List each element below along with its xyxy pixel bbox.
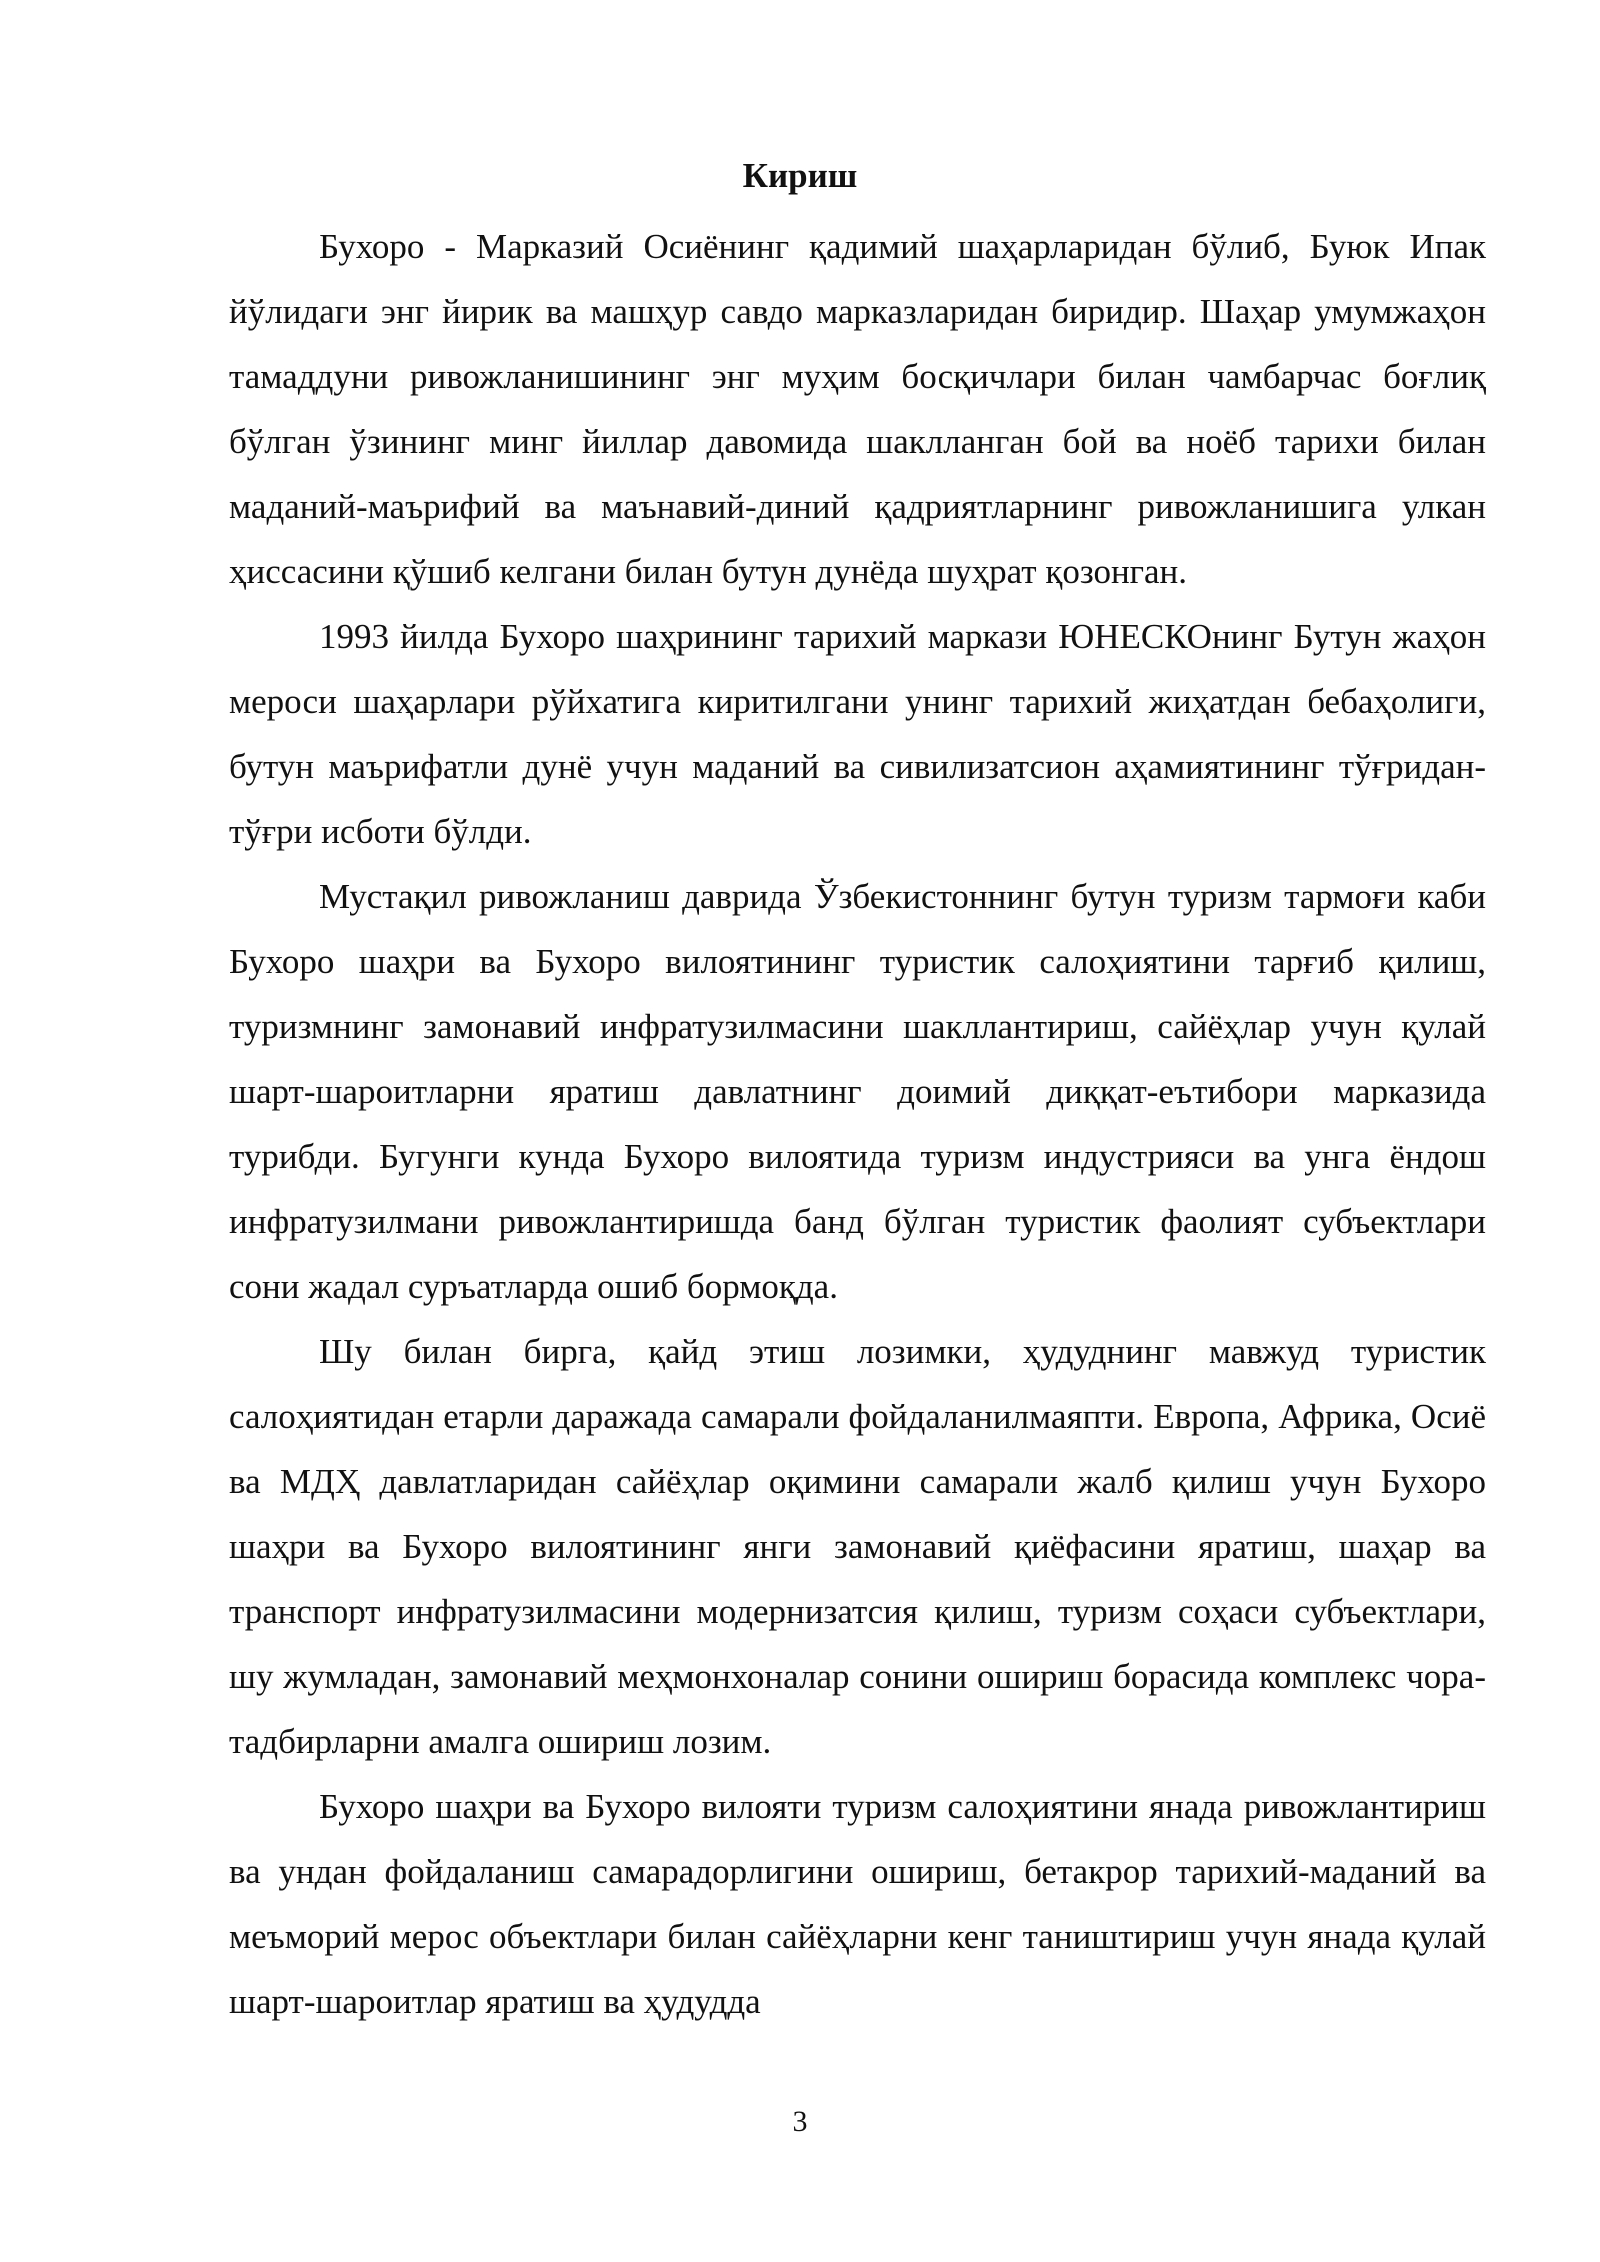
page-title: Кириш	[742, 156, 858, 195]
body-text	[229, 214, 1486, 2034]
paragraph-2: 1993 йилда Бухоро шаҳрининг тарихий маркази ЮНЕСКОнинг Бутун жаҳон мероси шаҳарлари рўйхатига киритилгани унинг тарихий жиҳатдан бебаҳолиги, бутун маърифатли дунё учун маданий ва сивилизатсион аҳамиятининг тўғридан-тўғри исботи бўлди.	[229, 617, 1486, 851]
paragraph-1: Бухоро - Марказий Осиёнинг қадимий шаҳарларидан бўлиб, Буюк Ипак йўлидаги энг йирик ва машҳур савдо марказларидан биридир. Шаҳар умумжаҳон тамаддуни ривожланишининг энг муҳим босқичлари билан чамбарчас боғлиқ бўлган ўзининг минг йиллар давомида шаклланган бой ва ноёб тарихи билан маданий-маърифий ва маънавий-диний қадриятларнинг ривожланишига улкан ҳиссасини қўшиб келгани билан бутун дунёда шуҳрат қозонган.	[229, 227, 1486, 591]
page-number: 3	[792, 2105, 808, 2138]
paragraph-3: Мустақил ривожланиш даврида Ўзбекистоннинг бутун туризм тармоғи каби Бухоро шаҳри ва Бухоро вилоятининг туристик салоҳиятини тарғиб қилиш, туризмнинг замонавий инфратузилмасини шакллантириш, сайёҳлар учун қулай шарт-шароитларни яратиш давлатнинг доимий диққат-еътибори марказида турибди. Бугунги кунда Бухоро вилоятида туризм индустрияси ва унга ёндош инфратузилмани ривожлантиришда банд бўлган туристик фаолият субъектлари сони жадал суръатларда ошиб бормоқда.	[229, 877, 1486, 1306]
paragraph-5: Бухоро шаҳри ва Бухоро вилояти туризм салоҳиятини янада ривожлантириш ва ундан фойдаланиш самарадорлигини ошириш, бетакрор тарихий-маданий ва меъморий мерос объектлари билан сайёҳларни кенг таништириш учун янада қулай шарт-шароитлар яратиш ва ҳудудда	[229, 1787, 1486, 2021]
paragraph-4: Шу билан бирга, қайд этиш лозимки, ҳудуднинг мавжуд туристик салоҳиятидан етарли даражада самарали фойдаланилмаяпти. Европа, Африка, Осиё ва МДҲ давлатларидан сайёҳлар оқимини самарали жалб қилиш учун Бухоро шаҳри ва Бухоро вилоятининг янги замонавий қиёфасини яратиш, шаҳар ва транспорт инфратузилмасини модернизатсия қилиш, туризм соҳаси субъектлари, шу жумладан, замонавий меҳмонхоналар сонини ошириш борасида комплекс чора-тадбирларни амалга ошириш лозим.	[229, 1332, 1486, 1761]
